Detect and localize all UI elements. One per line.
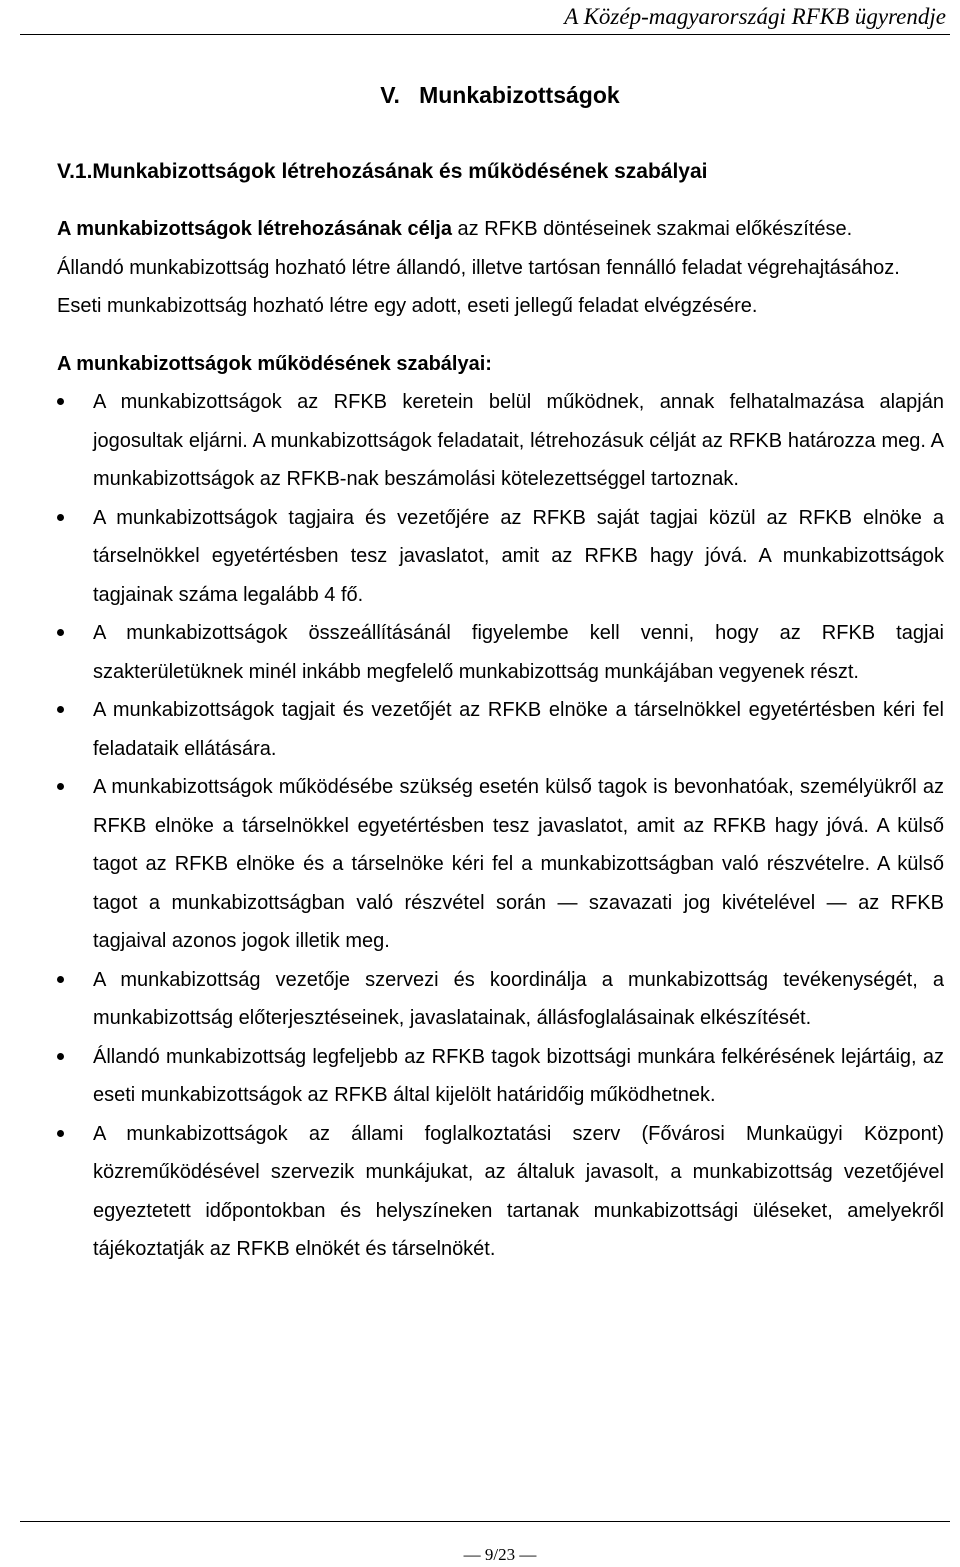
rule-text: A munkabizottságok tagjaira és vezetőjére az RFKB saját tagjai közül az RFKB elnöke a társelnökkel egyetértésben tesz javaslatot, amit az RFKB hagy jóvá. A munkabizottságok tagjainak száma legalább 4 fő.: [93, 506, 944, 606]
running-header: A Közép-magyarországi RFKB ügyrendje: [564, 4, 946, 29]
rule-item: [57, 691, 944, 768]
bullet-icon: [57, 976, 64, 983]
rule-text: A munkabizottságok az RFKB keretein belül működnek, annak felhatalmazása alapján jogosultak eljárni. A munkabizottságok feladatait, létrehozásuk célját az RFKB határozza meg. A munkabizottságok az RFKB-nak beszámolási kötelezettséggel tartoznak.: [93, 391, 944, 490]
bullet-icon: [57, 1053, 64, 1060]
adhoc-committee-paragraph: Eseti munkabizottság hozható létre egy adott, eseti jellegű feladat elvégzésére.: [57, 295, 758, 317]
bullet-icon: [57, 1130, 64, 1137]
purpose-text: az RFKB döntéseinek szakmai előkészítése.: [451, 218, 853, 240]
bullet-icon: [57, 398, 64, 405]
rule-text: A munkabizottságok összeállításánál figyelembe kell venni, hogy az RFKB tagjai szakterületüknek minél inkább megfelelő munkabizottság munkájában vegyenek részt.: [93, 622, 944, 683]
rules-heading: A munkabizottságok működésének szabályai:: [57, 352, 492, 375]
page-number: — 9/23 —: [463, 1545, 537, 1564]
section-title: V.1.Munkabizottságok létrehozásának és működésének szabályai: [57, 160, 708, 183]
rule-text: A munkabizottságok működésébe szükség esetén külső tagok is bevonhatóak, személyükről az RFKB elnöke a társelnökkel egyetértésben tesz javaslatot, amit az RFKB hagy jóvá. A külső tagot az RFKB elnöke és a társelnöke kéri fel a munkabizottságban való részvételre. A külső tagot a munkabizottságban való részvétel során — szavazati jog kivételével — az RFKB tagjaival azonos jogok illetik meg.: [93, 776, 944, 952]
bullet-icon: [57, 514, 64, 521]
rule-text: Állandó munkabizottság legfeljebb az RFKB tagok bizottsági munkára felkérésének lejártáig, az eseti munkabizottságok az RFKB által kijelölt határidőig működhetnek.: [93, 1045, 944, 1106]
document-body: [57, 210, 944, 1269]
rule-item: [57, 768, 944, 961]
purpose-bold-text: A munkabizottságok létrehozásának célja: [57, 218, 452, 240]
bullet-icon: [57, 706, 64, 713]
rule-item: [57, 1038, 944, 1115]
rule-item: [57, 383, 944, 499]
rules-list: [57, 383, 944, 1269]
purpose-paragraph: [57, 210, 944, 249]
rule-text: A munkabizottságok tagjait és vezetőjét az RFKB elnöke a társelnökkel egyetértésben kéri fel feladataik ellátására.: [93, 699, 944, 760]
rule-item: [57, 614, 944, 691]
rule-item: [57, 1115, 944, 1269]
header-divider: [20, 34, 950, 35]
bullet-icon: [57, 629, 64, 636]
footer-divider: [20, 1521, 950, 1522]
rule-text: A munkabizottságok az állami foglalkoztatási szerv (Fővárosi Munkaügyi Központ) közreműködésével szervezik munkájukat, az általuk javasolt, a munkabizottság vezetőjével egyeztetett időpontokban és helyszíneken tartanak munkabizottsági üléseket, amelyekről tájékoztatják az RFKB elnökét és társelnökét.: [93, 1122, 944, 1260]
chapter-title: V. Munkabizottságok: [380, 82, 620, 108]
permanent-committee-paragraph: Állandó munkabizottság hozható létre állandó, illetve tartósan fennálló feladat végrehajtásához.: [57, 256, 900, 279]
rule-text: A munkabizottság vezetője szervezi és koordinálja a munkabizottság tevékenységét, a munkabizottság előterjesztéseinek, javaslatainak, állásfoglalásainak elkészítését.: [93, 968, 944, 1029]
bullet-icon: [57, 783, 64, 790]
rule-item: [57, 499, 944, 615]
rule-item: [57, 961, 944, 1038]
